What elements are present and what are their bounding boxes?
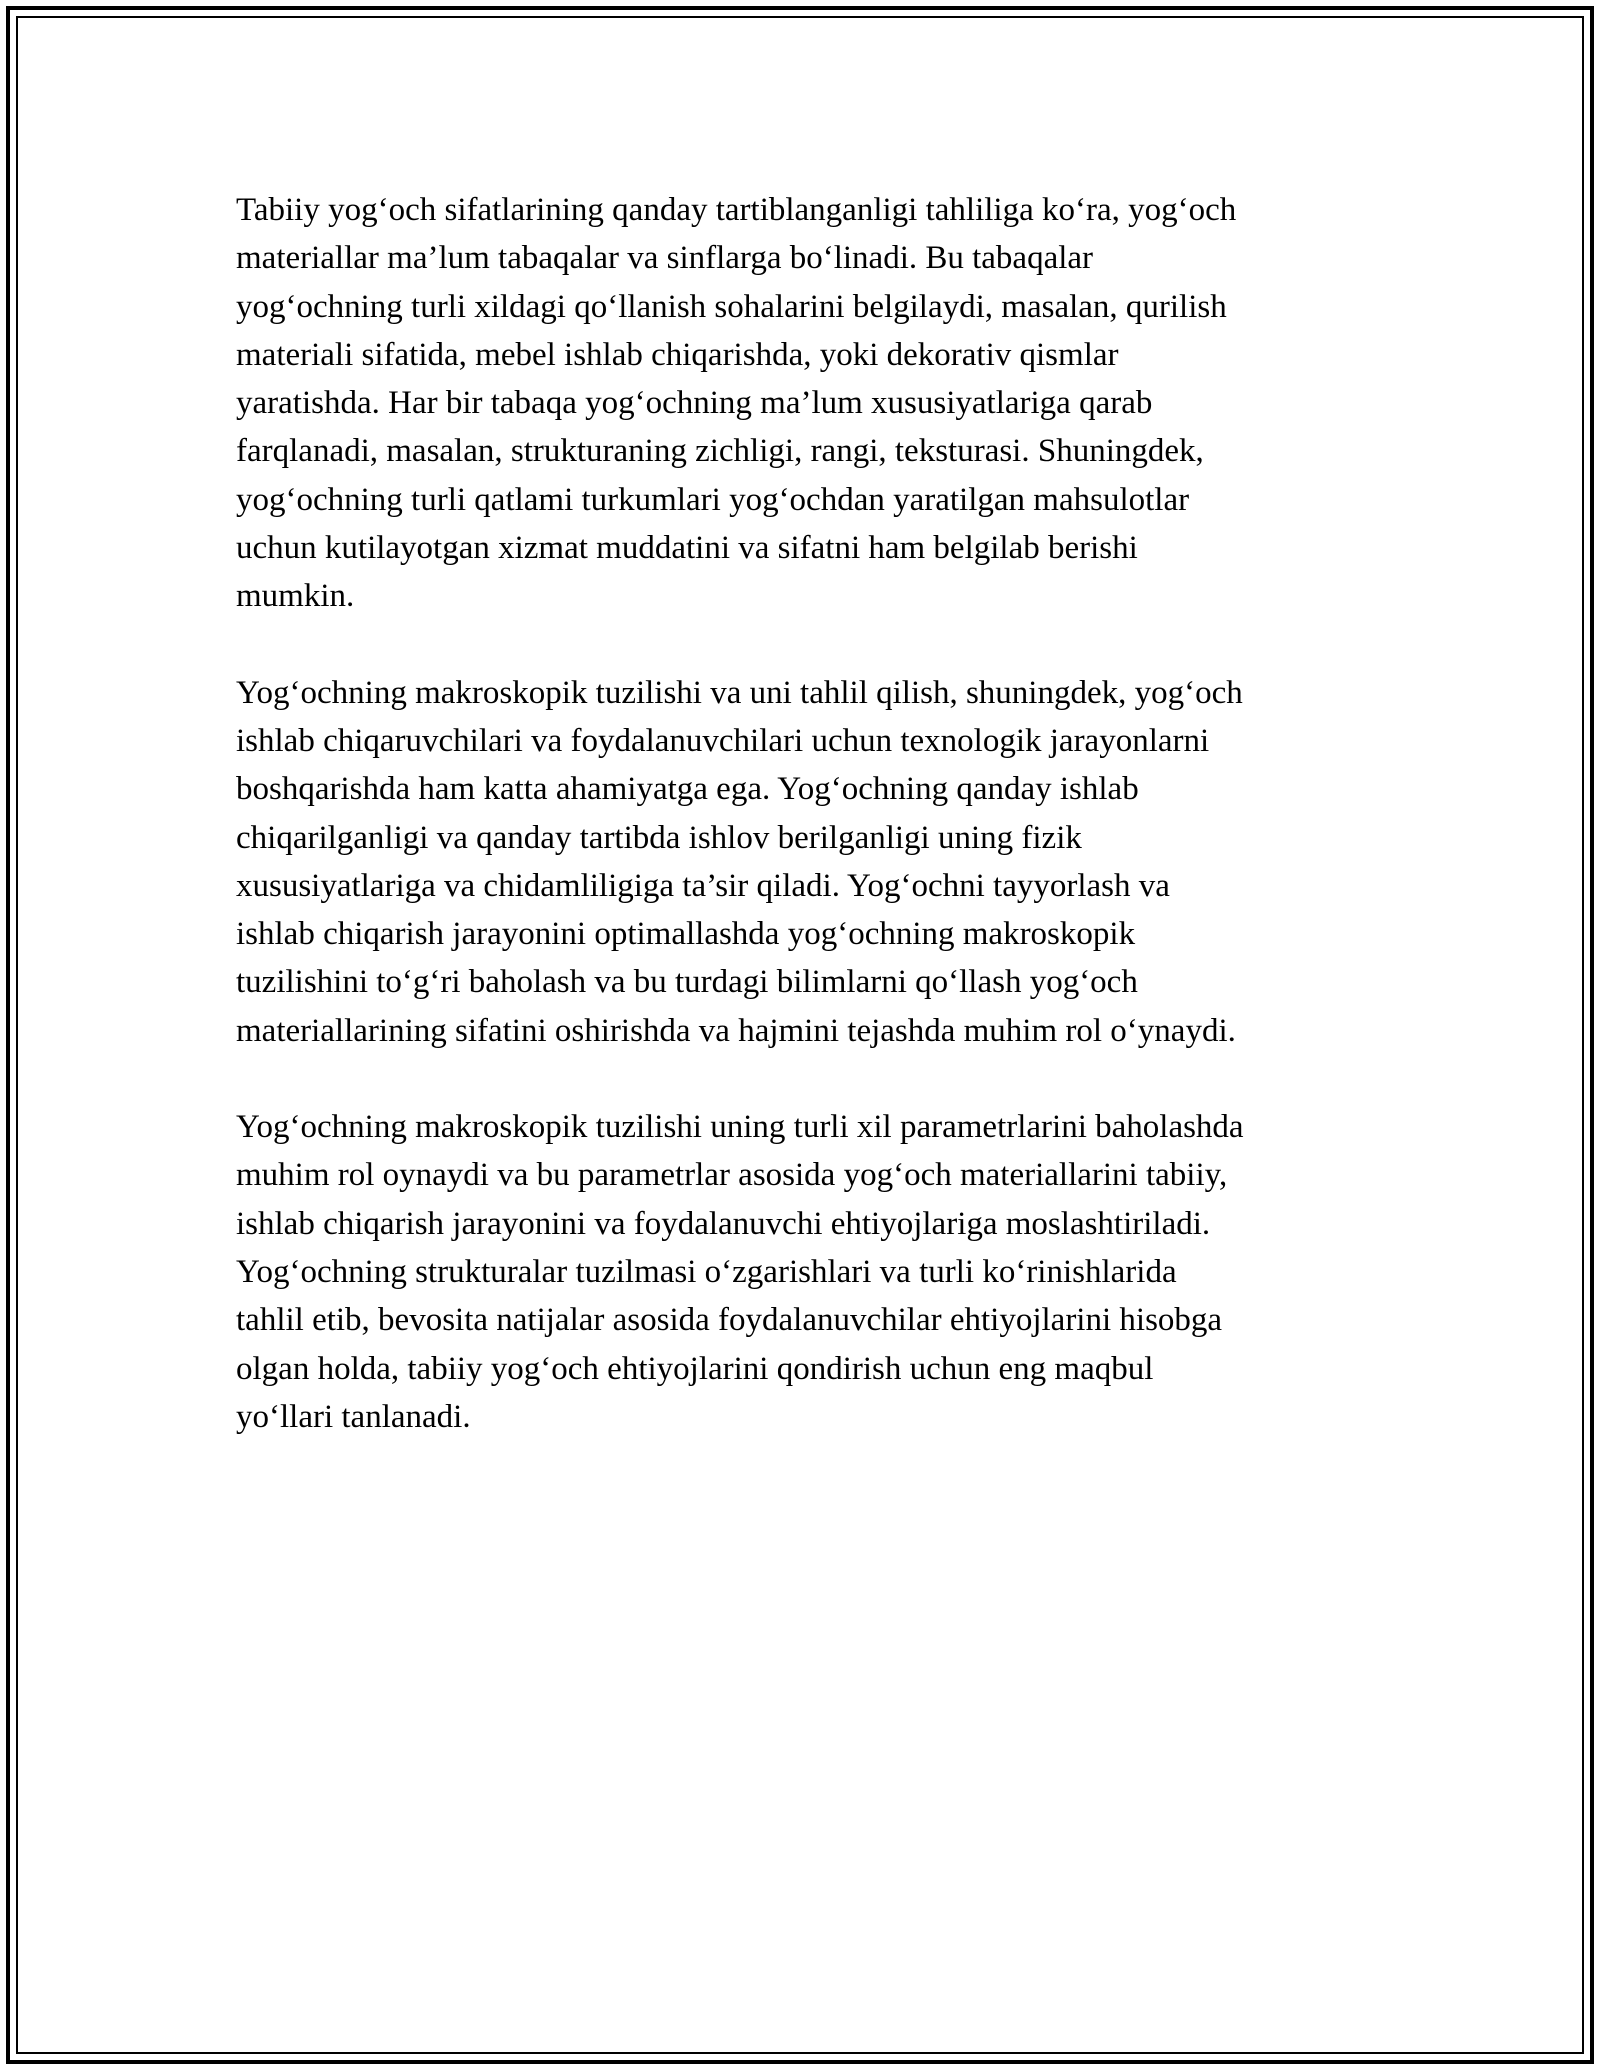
document-body xyxy=(236,186,1366,1489)
paragraph-2: Yog‘ochning makroskopik tuzilishi va uni tahlil qilish, shuningdek, yog‘och ishlab chiqaruvchilari va foydalanuvchilari uchun texnologik jarayonlarni boshqarishda ham katta ahamiyatga ega. Yog‘ochning qanday ishlab chiqarilganligi va qanday tartibda ishlov berilganligi uning fizik xususiyatlariga va chidamliligiga ta’sir qiladi. Yog‘ochni tayyorlash va ishlab chiqarish jarayonini optimallashda yog‘ochning makroskopik tuzilishini to‘g‘ri baholash va bu turdagi bilimlarni qo‘llash yog‘och materiallarining sifatini oshirishda va hajmini tejashda muhim rol o‘ynaydi. xyxy=(236,674,1243,1049)
paragraph-1: Tabiiy yog‘och sifatlarining qanday tartiblanganligi tahliliga ko‘ra, yog‘och materiallar ma’lum tabaqalar va sinflarga bo‘linadi. Bu tabaqalar yog‘ochning turli xildagi qo‘llanish sohalarini belgilaydi, masalan, qurilish materiali sifatida, mebel ishlab chiqarishda, yoki dekorativ qismlar yaratishda. Har bir tabaqa yog‘ochning ma’lum xususiyatlariga qarab farqlanadi, masalan, strukturaning zichligi, rangi, teksturasi. Shuningdek, yog‘ochning turli qatlami turkumlari yog‘ochdan yaratilgan mahsulotlar uchun kutilayotgan xizmat muddatini va sifatni ham belgilab berishi mumkin. xyxy=(236,192,1237,615)
paragraph-3: Yog‘ochning makroskopik tuzilishi uning turli xil parametrlarini baholashda muhim rol oynaydi va bu parametrlar asosida yog‘och materiallarini tabiiy, ishlab chiqarish jarayonini va foydalanuvchi ehtiyojlariga moslashtiriladi. Yog‘ochning strukturalar tuzilmasi o‘zgarishlari va turli ko‘rinishlarida tahlil etib, bevosita natijalar asosida foydalanuvchilar ehtiyojlarini hisobga olgan holda, tabiiy yog‘och ehtiyojlarini qondirish uchun eng maqbul yo‘llari tanlanadi. xyxy=(236,1109,1244,1435)
